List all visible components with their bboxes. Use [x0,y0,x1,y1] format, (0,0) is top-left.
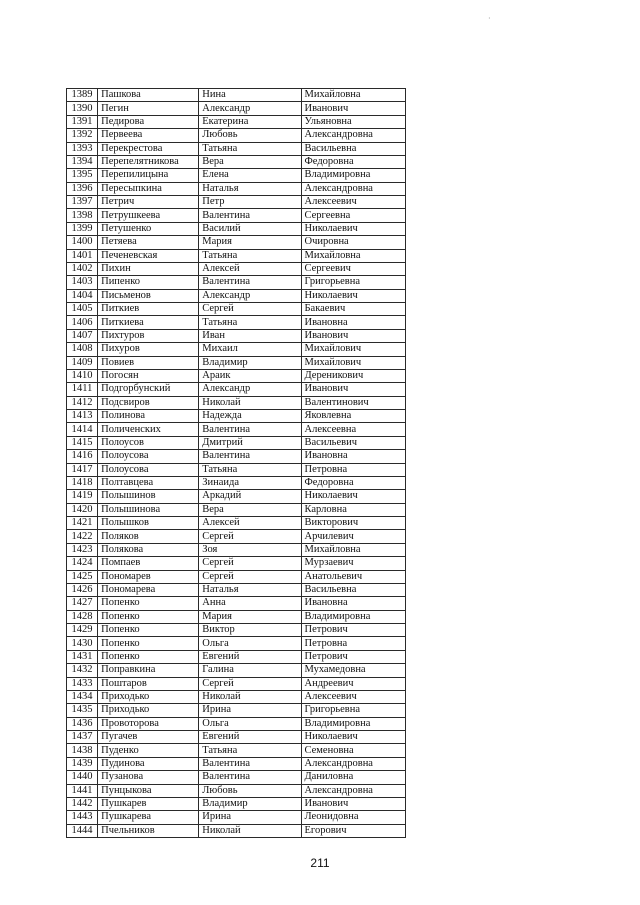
patronymic-cell: Арчилевич [301,530,406,543]
table-row [67,410,406,423]
patronymic-cell: Дереникович [301,369,406,382]
patronymic-cell: Семеновна [301,744,406,757]
patronymic-cell: Алексеевич [301,196,406,209]
row-number: 1429 [67,624,98,637]
table-row [67,316,406,329]
table-row [67,690,406,703]
row-number: 1424 [67,557,98,570]
first-name-cell: Любовь [199,784,301,797]
first-name-cell: Елена [199,169,301,182]
first-name-cell: Николай [199,690,301,703]
row-number: 1391 [67,115,98,128]
surname-cell: Полоусова [98,463,199,476]
first-name-cell: Валентина [199,423,301,436]
patronymic-cell: Очировна [301,236,406,249]
patronymic-cell: Михайлович [301,343,406,356]
row-number: 1434 [67,690,98,703]
table-row [67,329,406,342]
row-number: 1413 [67,410,98,423]
patronymic-cell: Михайлович [301,356,406,369]
patronymic-cell: Анатольевич [301,570,406,583]
table-row [67,129,406,142]
surname-cell: Попенко [98,650,199,663]
row-number: 1410 [67,369,98,382]
row-number: 1425 [67,570,98,583]
surname-cell: Пересыпкина [98,182,199,195]
table-row [67,276,406,289]
row-number: 1409 [67,356,98,369]
surname-cell: Петрушкеева [98,209,199,222]
table-row [67,356,406,369]
surname-cell: Пузанова [98,771,199,784]
patronymic-cell: Иванович [301,102,406,115]
surname-cell: Поличенских [98,423,199,436]
table-row [67,677,406,690]
surname-cell: Пономарев [98,570,199,583]
table-row [67,89,406,102]
first-name-cell: Нина [199,89,301,102]
patronymic-cell: Викторович [301,517,406,530]
table-row [67,717,406,730]
patronymic-cell: Петрович [301,624,406,637]
row-number: 1439 [67,757,98,770]
surname-cell: Пудинова [98,757,199,770]
first-name-cell: Араик [199,369,301,382]
table-row [67,115,406,128]
patronymic-cell: Андреевич [301,677,406,690]
surname-cell: Петушенко [98,222,199,235]
table-row [67,731,406,744]
first-name-cell: Валентина [199,771,301,784]
surname-cell: Полтавцева [98,476,199,489]
patronymic-cell: Петрович [301,650,406,663]
first-name-cell: Татьяна [199,142,301,155]
first-name-cell: Любовь [199,129,301,142]
surname-cell: Попенко [98,597,199,610]
row-number: 1405 [67,303,98,316]
patronymic-cell: Федоровна [301,476,406,489]
table-row [67,182,406,195]
table-row [67,757,406,770]
first-name-cell: Владимир [199,356,301,369]
first-name-cell: Татьяна [199,463,301,476]
row-number: 1419 [67,490,98,503]
first-name-cell: Анна [199,597,301,610]
row-number: 1421 [67,517,98,530]
row-number: 1435 [67,704,98,717]
table-row [67,811,406,824]
table-row [67,249,406,262]
table-row [67,744,406,757]
row-number: 1394 [67,155,98,168]
patronymic-cell: Ивановна [301,450,406,463]
first-name-cell: Ольга [199,637,301,650]
patronymic-cell: Иванович [301,797,406,810]
table-row [67,517,406,530]
surname-cell: Пихтуров [98,329,199,342]
surname-cell: Провоторова [98,717,199,730]
surname-cell: Перепилицына [98,169,199,182]
surname-cell: Питкиева [98,316,199,329]
table-row [67,476,406,489]
patronymic-cell: Егорович [301,824,406,837]
table-row [67,196,406,209]
surname-cell: Пчельников [98,824,199,837]
surname-cell: Подгорбунский [98,383,199,396]
patronymic-cell: Михайловна [301,543,406,556]
first-name-cell: Ирина [199,704,301,717]
surname-cell: Педирова [98,115,199,128]
first-name-cell: Валентина [199,209,301,222]
surname-cell: Пушкарева [98,811,199,824]
first-name-cell: Евгений [199,731,301,744]
first-name-cell: Татьяна [199,249,301,262]
patronymic-cell: Григорьевна [301,704,406,717]
row-number: 1400 [67,236,98,249]
first-name-cell: Алексей [199,517,301,530]
patronymic-cell: Карловна [301,503,406,516]
patronymic-cell: Николаевич [301,731,406,744]
table-row [67,543,406,556]
row-number: 1417 [67,463,98,476]
patronymic-cell: Мурзаевич [301,557,406,570]
table-row [67,704,406,717]
row-number: 1432 [67,664,98,677]
surname-cell: Письменов [98,289,199,302]
first-name-cell: Ирина [199,811,301,824]
table-row [67,463,406,476]
surname-cell: Полышинов [98,490,199,503]
patronymic-cell: Леонидовна [301,811,406,824]
patronymic-cell: Иванович [301,383,406,396]
patronymic-cell: Сергеевна [301,209,406,222]
table-row [67,303,406,316]
surname-cell: Пугачев [98,731,199,744]
first-name-cell: Наталья [199,583,301,596]
surname-cell: Питкиев [98,303,199,316]
table-row [67,169,406,182]
patronymic-cell: Даниловна [301,771,406,784]
table-row [67,423,406,436]
patronymic-cell: Михайловна [301,89,406,102]
row-number: 1416 [67,450,98,463]
patronymic-cell: Сергеевич [301,262,406,275]
patronymic-cell: Ивановна [301,597,406,610]
first-name-cell: Александр [199,383,301,396]
row-number: 1395 [67,169,98,182]
surname-cell: Пуденко [98,744,199,757]
row-number: 1407 [67,329,98,342]
first-name-cell: Николай [199,824,301,837]
table-row [67,824,406,837]
row-number: 1399 [67,222,98,235]
surname-cell: Пушкарев [98,797,199,810]
row-number: 1431 [67,650,98,663]
table-row [67,102,406,115]
surname-cell: Пихуров [98,343,199,356]
first-name-cell: Николай [199,396,301,409]
surname-cell: Поштаров [98,677,199,690]
first-name-cell: Сергей [199,677,301,690]
patronymic-cell: Николаевич [301,222,406,235]
first-name-cell: Владимир [199,797,301,810]
first-name-cell: Мария [199,236,301,249]
surname-cell: Помпаев [98,557,199,570]
table-row [67,664,406,677]
row-number: 1422 [67,530,98,543]
patronymic-cell: Васильевна [301,583,406,596]
first-name-cell: Зинаида [199,476,301,489]
first-name-cell: Татьяна [199,744,301,757]
surname-cell: Перепелятникова [98,155,199,168]
surname-cell: Петрич [98,196,199,209]
page-number: 211 [310,856,330,870]
patronymic-cell: Яковлевна [301,410,406,423]
table-row [67,383,406,396]
table-row [67,570,406,583]
table-row [67,624,406,637]
patronymic-cell: Ульяновна [301,115,406,128]
row-number: 1443 [67,811,98,824]
surname-cell: Подсвиров [98,396,199,409]
patronymic-cell: Владимировна [301,717,406,730]
table-row [67,771,406,784]
patronymic-cell: Ивановна [301,316,406,329]
row-number: 1414 [67,423,98,436]
row-number: 1401 [67,249,98,262]
patronymic-cell: Валентинович [301,396,406,409]
first-name-cell: Зоя [199,543,301,556]
table-row [67,396,406,409]
surname-cell: Поправкина [98,664,199,677]
patronymic-cell: Петровна [301,463,406,476]
row-number: 1418 [67,476,98,489]
first-name-cell: Иван [199,329,301,342]
row-number: 1406 [67,316,98,329]
row-number: 1411 [67,383,98,396]
surname-cell: Перекрестова [98,142,199,155]
patronymic-cell: Александровна [301,182,406,195]
row-number: 1442 [67,797,98,810]
surname-cell: Повиев [98,356,199,369]
patronymic-cell: Федоровна [301,155,406,168]
patronymic-cell: Григорьевна [301,276,406,289]
table-row [67,530,406,543]
row-number: 1426 [67,583,98,596]
surname-cell: Полоусов [98,436,199,449]
table-row [67,597,406,610]
register-body [67,89,406,838]
first-name-cell: Наталья [199,182,301,195]
row-number: 1427 [67,597,98,610]
row-number: 1393 [67,142,98,155]
row-number: 1441 [67,784,98,797]
table-row [67,583,406,596]
first-name-cell: Вера [199,155,301,168]
patronymic-cell: Иванович [301,329,406,342]
first-name-cell: Евгений [199,650,301,663]
surname-cell: Пунцыкова [98,784,199,797]
first-name-cell: Сергей [199,530,301,543]
patronymic-cell: Николаевич [301,289,406,302]
surname-cell: Приходько [98,704,199,717]
surname-cell: Пипенко [98,276,199,289]
surname-cell: Попенко [98,624,199,637]
surname-cell: Попенко [98,610,199,623]
row-number: 1444 [67,824,98,837]
patronymic-cell: Васильевич [301,436,406,449]
first-name-cell: Аркадий [199,490,301,503]
table-row [67,436,406,449]
surname-cell: Полякова [98,543,199,556]
surname-cell: Полышков [98,517,199,530]
row-number: 1404 [67,289,98,302]
surname-cell: Первеева [98,129,199,142]
row-number: 1430 [67,637,98,650]
first-name-cell: Ольга [199,717,301,730]
table-row [67,637,406,650]
row-number: 1423 [67,543,98,556]
surname-cell: Погосян [98,369,199,382]
first-name-cell: Виктор [199,624,301,637]
table-row [67,490,406,503]
row-number: 1398 [67,209,98,222]
first-name-cell: Мария [199,610,301,623]
surname-cell: Попенко [98,637,199,650]
table-row [67,650,406,663]
table-row [67,289,406,302]
surname-cell: Пашкова [98,89,199,102]
row-number: 1412 [67,396,98,409]
surname-cell: Петяева [98,236,199,249]
row-number: 1396 [67,182,98,195]
table-row [67,784,406,797]
table-row [67,450,406,463]
row-number: 1428 [67,610,98,623]
table-row [67,797,406,810]
table-row [67,262,406,275]
row-number: 1408 [67,343,98,356]
table-row [67,236,406,249]
surname-cell: Полинова [98,410,199,423]
patronymic-cell: Мухамедовна [301,664,406,677]
row-number: 1390 [67,102,98,115]
patronymic-cell: Александровна [301,129,406,142]
surname-cell: Пономарева [98,583,199,596]
patronymic-cell: Владимировна [301,610,406,623]
patronymic-cell: Николаевич [301,490,406,503]
surname-cell: Приходько [98,690,199,703]
first-name-cell: Татьяна [199,316,301,329]
first-name-cell: Надежда [199,410,301,423]
first-name-cell: Галина [199,664,301,677]
table-row [67,610,406,623]
surname-cell: Печеневская [98,249,199,262]
first-name-cell: Сергей [199,557,301,570]
row-number: 1436 [67,717,98,730]
row-number: 1403 [67,276,98,289]
table-row [67,222,406,235]
first-name-cell: Сергей [199,303,301,316]
table-row [67,142,406,155]
first-name-cell: Александр [199,289,301,302]
row-number: 1437 [67,731,98,744]
first-name-cell: Валентина [199,450,301,463]
first-name-cell: Валентина [199,276,301,289]
row-number: 1415 [67,436,98,449]
patronymic-cell: Алексеевич [301,690,406,703]
patronymic-cell: Александровна [301,757,406,770]
table-row [67,155,406,168]
patronymic-cell: Бакаевич [301,303,406,316]
surname-cell: Полоусова [98,450,199,463]
row-number: 1438 [67,744,98,757]
first-name-cell: Сергей [199,570,301,583]
row-number: 1440 [67,771,98,784]
first-name-cell: Александр [199,102,301,115]
row-number: 1420 [67,503,98,516]
surname-cell: Полышинова [98,503,199,516]
patronymic-cell: Алексеевна [301,423,406,436]
row-number: 1389 [67,89,98,102]
first-name-cell: Дмитрий [199,436,301,449]
surname-cell: Поляков [98,530,199,543]
first-name-cell: Петр [199,196,301,209]
row-number: 1397 [67,196,98,209]
first-name-cell: Вера [199,503,301,516]
surname-cell: Пихин [98,262,199,275]
first-name-cell: Алексей [199,262,301,275]
patronymic-cell: Михайловна [301,249,406,262]
patronymic-cell: Васильевна [301,142,406,155]
names-register-table [66,88,406,838]
row-number: 1402 [67,262,98,275]
surname-cell: Пегин [98,102,199,115]
first-name-cell: Василий [199,222,301,235]
table-row [67,343,406,356]
row-number: 1433 [67,677,98,690]
table-row [67,369,406,382]
scan-mark: · [488,14,491,23]
row-number: 1392 [67,129,98,142]
patronymic-cell: Петровна [301,637,406,650]
table-row [67,209,406,222]
first-name-cell: Валентина [199,757,301,770]
table-row [67,557,406,570]
first-name-cell: Михаил [199,343,301,356]
table-row [67,503,406,516]
patronymic-cell: Александровна [301,784,406,797]
first-name-cell: Екатерина [199,115,301,128]
patronymic-cell: Владимировна [301,169,406,182]
